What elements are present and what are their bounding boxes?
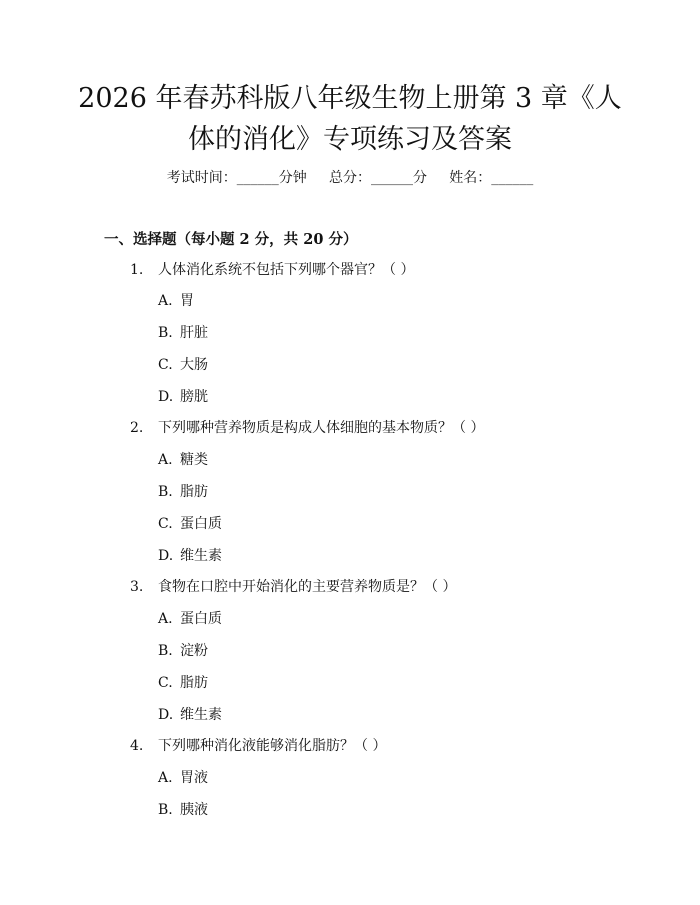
option-letter: B.	[158, 643, 173, 659]
option-text: 淀粉	[180, 643, 208, 659]
option-letter: A.	[158, 452, 173, 468]
question-2-option-a	[158, 450, 208, 470]
option-text: 脂肪	[180, 675, 208, 691]
question-4-option-a	[158, 768, 208, 788]
option-letter: C.	[158, 675, 173, 691]
question-1-option-d	[158, 387, 208, 407]
question-text: 人体消化系统不包括下列哪个器官？（ ）	[158, 262, 415, 278]
option-text: 维生素	[180, 548, 222, 564]
option-text: 胃液	[180, 770, 208, 786]
question-2-option-b	[158, 482, 208, 502]
question-number: 2.	[130, 420, 144, 436]
option-text: 脂肪	[180, 484, 208, 500]
question-text: 下列哪种营养物质是构成人体细胞的基本物质？（ ）	[158, 420, 485, 436]
title-line-1: 2026 年春苏科版八年级生物上册第 3 章《人	[78, 83, 622, 114]
option-letter: C.	[158, 357, 173, 373]
option-letter: A.	[158, 770, 173, 786]
option-text: 胰液	[180, 802, 208, 818]
question-2-option-c	[158, 514, 222, 534]
option-letter: B.	[158, 325, 173, 341]
question-number: 3.	[130, 579, 144, 595]
question-1-option-b	[158, 323, 208, 343]
option-text: 肝脏	[180, 325, 208, 341]
option-text: 胃	[180, 293, 194, 309]
question-text: 食物在口腔中开始消化的主要营养物质是？（ ）	[158, 579, 457, 595]
question-1	[130, 260, 414, 280]
question-1-option-a	[158, 291, 194, 311]
question-number: 4.	[130, 738, 144, 754]
option-text: 糖类	[180, 452, 208, 468]
option-letter: C.	[158, 516, 173, 532]
question-4-option-b	[158, 800, 208, 820]
question-2-option-d	[158, 546, 222, 566]
question-3-option-b	[158, 641, 208, 661]
option-letter: A.	[158, 611, 173, 627]
option-text: 膀胱	[180, 389, 208, 405]
option-letter: D.	[158, 389, 174, 405]
question-3-option-a	[158, 609, 222, 629]
question-2	[130, 418, 484, 438]
question-number: 1.	[130, 262, 144, 278]
question-1-option-c	[158, 355, 208, 375]
option-letter: D.	[158, 707, 174, 723]
option-letter: B.	[158, 484, 173, 500]
question-3-option-d	[158, 705, 222, 725]
exam-info-line: 考试时间：______分钟 总分：______分 姓名：______	[166, 170, 534, 186]
question-4	[130, 736, 386, 756]
option-letter: D.	[158, 548, 174, 564]
option-text: 蛋白质	[180, 516, 222, 532]
option-letter: A.	[158, 293, 173, 309]
option-letter: B.	[158, 802, 173, 818]
option-text: 蛋白质	[180, 611, 222, 627]
option-text: 维生素	[180, 707, 222, 723]
option-text: 大肠	[180, 357, 208, 373]
question-text: 下列哪种消化液能够消化脂肪？（ ）	[158, 738, 387, 754]
question-3-option-c	[158, 673, 208, 693]
document-title	[60, 78, 640, 160]
question-3	[130, 577, 456, 597]
section-title-choice: 一、选择题（每小题 2 分，共 20 分）	[104, 231, 358, 248]
title-line-2: 体的消化》专项练习及答案	[188, 124, 512, 155]
